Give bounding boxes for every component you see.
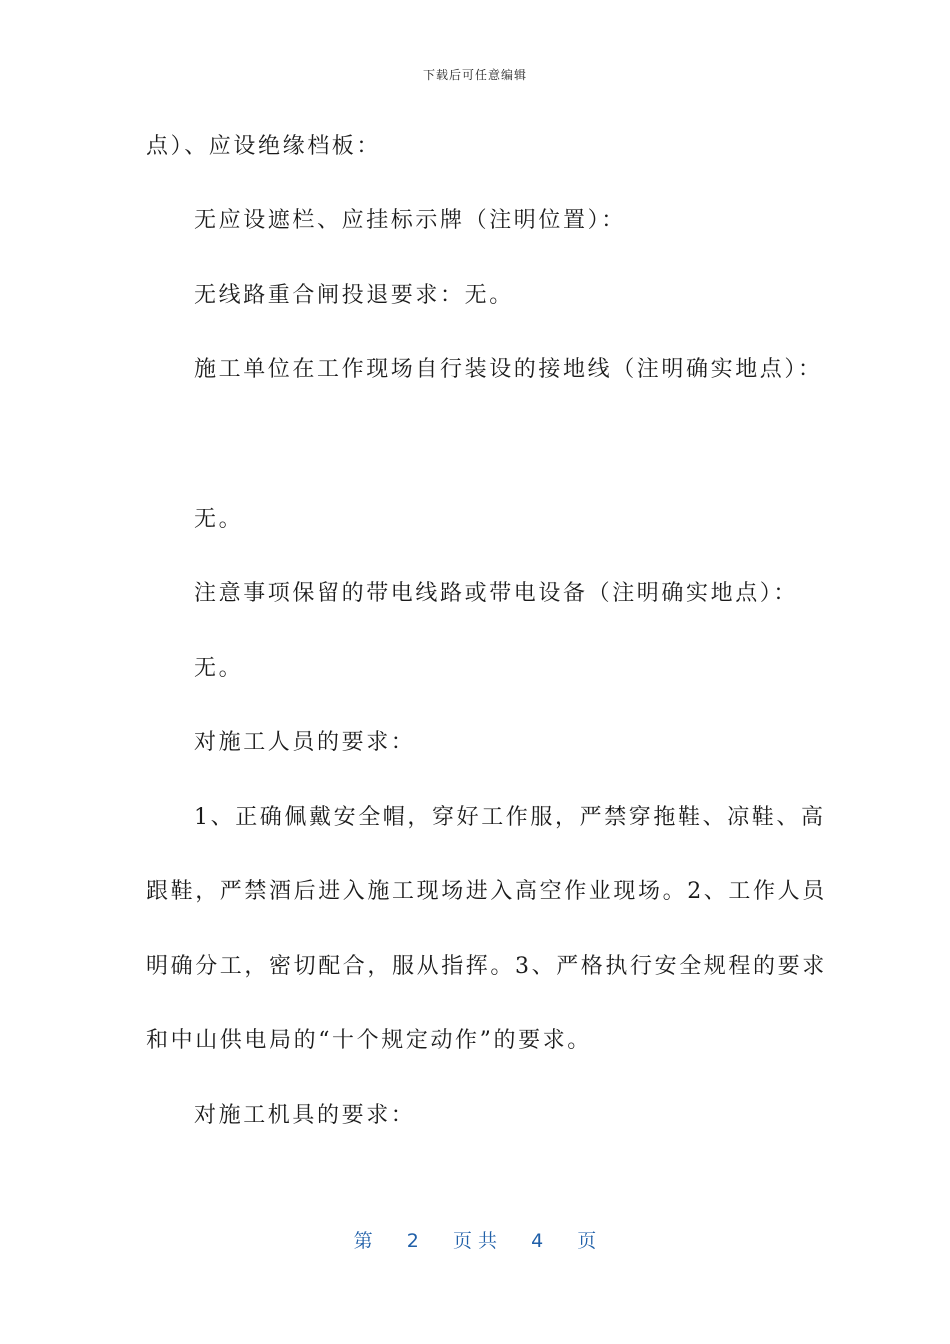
body-line: 和中山供电局的“十个规定动作”的要求。 — [146, 1028, 592, 1053]
page-current: 2 — [406, 1230, 419, 1252]
body-line: 无线路重合闸投退要求：无。 — [194, 283, 514, 308]
body-line: 无应设遮栏、应挂标示牌（注明位置）： — [194, 208, 626, 233]
body-line: 跟鞋，严禁酒后进入施工现场进入高空作业现场。2、工作人员 — [146, 879, 827, 904]
page-mid: 页 共 — [452, 1230, 498, 1252]
body-line: 无。 — [194, 507, 244, 532]
page-number — [0, 1226, 950, 1253]
page-end: 页 — [577, 1230, 597, 1252]
body-line: 点）、应设绝缘档板： — [146, 134, 382, 159]
body-line: 1、正确佩戴安全帽，穿好工作服，严禁穿拖鞋、凉鞋、高 — [194, 805, 826, 830]
page-header: 下载后可任意编辑 — [422, 68, 527, 82]
page-label: 第 — [353, 1230, 373, 1252]
body-line: 注意事项保留的带电线路或带电设备（注明确实地点）： — [194, 581, 799, 606]
body-line: 明确分工，密切配合，服从指挥。3、严格执行安全规程的要求 — [146, 954, 827, 979]
page-total: 4 — [531, 1230, 544, 1252]
body-line: 无。 — [194, 656, 244, 681]
body-line: 对施工人员的要求： — [194, 730, 416, 755]
body-line: 施工单位在工作现场自行装设的接地线（注明确实地点）： — [194, 357, 823, 382]
body-line: 对施工机具的要求： — [194, 1103, 416, 1128]
